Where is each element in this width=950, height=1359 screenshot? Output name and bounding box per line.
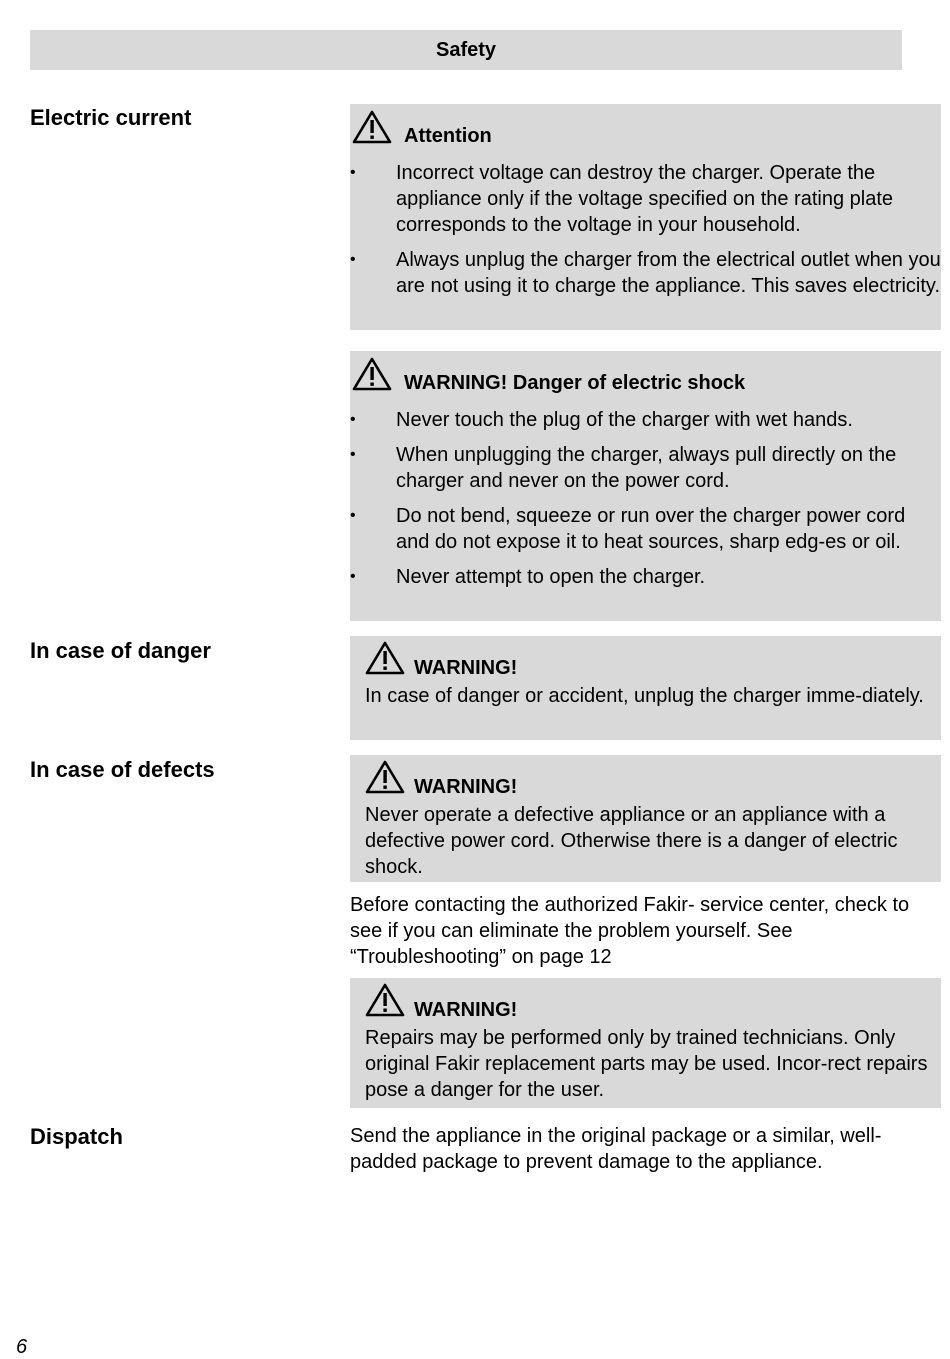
header-title: Safety [435, 39, 497, 61]
repair-warning-text: Repairs may be performed only by trained technicians. Only original Fakir replacement parts may be used. Incor-rect repairs pose a danger for the user. [365, 1027, 928, 1101]
danger-warning-text: In case of danger or accident, unplug the charger imme-diately. [365, 685, 924, 707]
warning-triangle-icon [365, 983, 405, 1017]
warning-triangle-icon [352, 357, 392, 391]
danger-warning-title: WARNING! [414, 657, 518, 679]
warning-triangle-icon [352, 110, 392, 144]
section-heading-dispatch: Dispatch [30, 1124, 123, 1149]
section-heading-in-case-of-danger: In case of danger [30, 638, 211, 663]
repair-warning-title: WARNING! [414, 999, 518, 1021]
defect-warning-title: WARNING! [414, 776, 518, 798]
defect-warning-box [350, 755, 941, 882]
shock-warning-box [350, 351, 941, 621]
list-item: • Do not bend, squeeze or run over the charger power cord and do not expose it to heat sources, sharp edg-es or oil. [350, 503, 941, 555]
shock-warning-list [350, 407, 941, 599]
warning-triangle-icon [365, 641, 405, 675]
warning-triangle-icon [365, 760, 405, 794]
attention-list [350, 160, 941, 308]
attention-box [350, 104, 941, 330]
danger-warning-box [350, 636, 941, 740]
defect-warning-text: Never operate a defective appliance or an appliance with a defective power cord. Otherwise there is a danger of electric shock. [365, 804, 898, 878]
list-item: • Incorrect voltage can destroy the charger. Operate the appliance only if the voltage specified on the rating plate corresponds to the voltage in your household. [350, 160, 941, 238]
dispatch-paragraph: Send the appliance in the original package or a similar, well-padded package to prevent damage to the appliance. [350, 1125, 882, 1173]
list-item: • Never attempt to open the charger. [350, 564, 941, 590]
list-item: • Always unplug the charger from the electrical outlet when you are not using it to charge the appliance. This saves electricity. [350, 247, 941, 299]
attention-title: Attention [404, 125, 492, 147]
list-item: • Never touch the plug of the charger with wet hands. [350, 407, 941, 433]
list-item: • When unplugging the charger, always pull directly on the charger and never on the power cord. [350, 442, 941, 494]
page-header [30, 30, 902, 70]
shock-warning-title: WARNING! Danger of electric shock [404, 372, 746, 394]
repair-warning-box [350, 978, 941, 1108]
defects-paragraph: Before contacting the authorized Fakir- service center, check to see if you can eliminate the problem yourself. See “Troubleshooting” on page 12 [350, 894, 910, 968]
section-heading-electric-current: Electric current [30, 105, 192, 130]
section-heading-in-case-of-defects: In case of defects [30, 757, 215, 782]
page-number: 6 [16, 1336, 28, 1358]
